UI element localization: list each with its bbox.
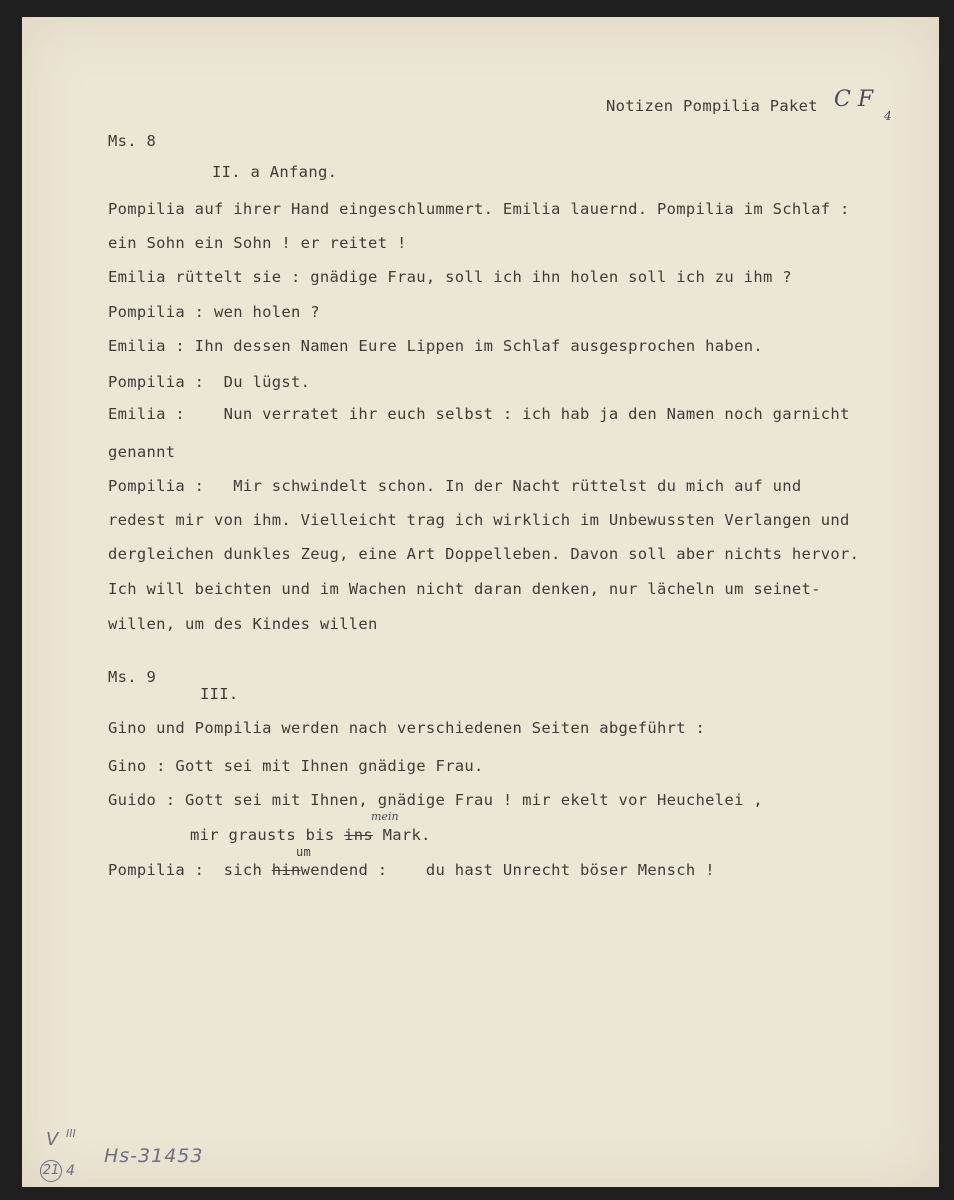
archive-signature: Hs-31453 (104, 1145, 204, 1167)
text-line: Pompilia : Du lügst. (108, 373, 311, 391)
text-line: Pompilia : Mir schwindelt schon. In der Nacht rüttelst du mich auf und (108, 477, 802, 495)
archive-subscript: 4 (66, 1163, 75, 1179)
text-line: genannt (108, 443, 176, 461)
text-line: willen, um des Kindes willen (108, 615, 378, 633)
header-title: Notizen Pompilia Paket (606, 97, 818, 115)
text-line: ein Sohn ein Sohn ! er reitet ! (108, 234, 407, 252)
text-line: dergleichen dunkles Zeug, eine Art Doppelleben. Davon soll aber nichts hervor. (108, 545, 860, 563)
text-line: redest mir von ihm. Vielleicht trag ich wirklich im Unbewussten Verlangen und (108, 511, 850, 529)
text-line-corrected (190, 826, 431, 844)
text-line: Pompilia : wen holen ? (108, 303, 320, 321)
text-fragment: Pompilia : sich (108, 861, 272, 879)
text-line: Emilia : Ihn dessen Namen Eure Lippen im Schlaf ausgesprochen haben. (108, 337, 763, 355)
archive-circled-number: 21 (40, 1160, 62, 1182)
text-line: Pompilia auf ihrer Hand eingeschlummert. Emilia lauernd. Pompilia im Schlaf : (108, 200, 850, 218)
text-fragment: Mark. (373, 826, 431, 844)
typed-insertion: um (296, 845, 312, 859)
ms8-label: Ms. 8 (108, 132, 157, 150)
text-line: Ich will beichten und im Wachen nicht daran denken, nur lächeln um seinet- (108, 580, 821, 598)
handwritten-insertion: mein (371, 810, 399, 823)
struck-text: ins (344, 826, 374, 844)
ms9-label: Ms. 9 (108, 668, 157, 686)
ms9-section-heading: III. (200, 685, 239, 703)
text-line: Gino : Gott sei mit Ihnen gnädige Frau. (108, 757, 484, 775)
text-line: Guido : Gott sei mit Ihnen, gnädige Frau ! mir ekelt vor Heuchelei , (108, 791, 763, 809)
document-page (22, 17, 939, 1187)
header-handwritten-subscript: 4 (884, 109, 892, 123)
ms8-section-heading: II. a Anfang. (212, 163, 338, 181)
archive-roman-superscript: III (66, 1127, 76, 1140)
text-fragment: mir grausts bis (190, 826, 345, 844)
text-fragment: wendend : du hast Unrecht böser Mensch ! (300, 861, 715, 879)
text-line: Emilia : Nun verratet ihr euch selbst : ich hab ja den Namen noch garnicht (108, 405, 850, 423)
struck-text: hin (271, 861, 301, 879)
text-line: Emilia rüttelt sie : gnädige Frau, soll ich ihn holen soll ich zu ihm ? (108, 268, 792, 286)
text-line: Gino und Pompilia werden nach verschiedenen Seiten abgeführt : (108, 719, 706, 737)
archive-roman-numeral: V (46, 1129, 59, 1150)
text-line-corrected (108, 861, 715, 879)
header-handwritten-mark: C F (834, 87, 874, 112)
